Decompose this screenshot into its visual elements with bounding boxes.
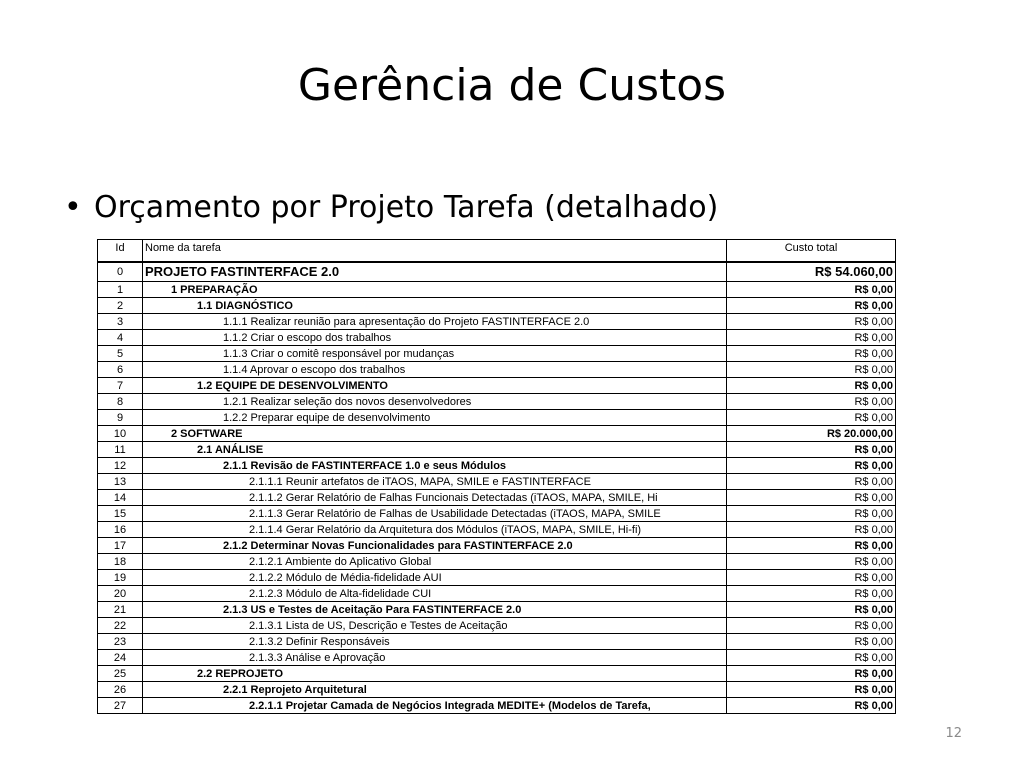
row-id: 3: [98, 314, 143, 330]
row-cost: R$ 0,00: [727, 330, 896, 346]
row-id: 20: [98, 586, 143, 602]
row-cost: R$ 0,00: [727, 666, 896, 682]
row-cost: R$ 0,00: [727, 538, 896, 554]
row-id: 7: [98, 378, 143, 394]
table-row: [98, 346, 896, 362]
header-name: Nome da tarefa: [143, 240, 727, 263]
row-id: 13: [98, 474, 143, 490]
row-task-name: 1.2.1 Realizar seleção dos novos desenvolvedores: [143, 394, 727, 410]
row-id: 14: [98, 490, 143, 506]
row-cost: R$ 0,00: [727, 410, 896, 426]
row-id: 1: [98, 282, 143, 298]
row-task-name: 1 PREPARAÇÃO: [143, 282, 727, 298]
row-task-name: 1.1.1 Realizar reunião para apresentação do Projeto FASTINTERFACE 2.0: [143, 314, 727, 330]
row-id: 16: [98, 522, 143, 538]
row-cost: R$ 0,00: [727, 314, 896, 330]
row-task-name: 2.1 ANÁLISE: [143, 442, 727, 458]
row-task-name: 2.1.1 Revisão de FASTINTERFACE 1.0 e seus Módulos: [143, 458, 727, 474]
row-task-name: 2.1.2.1 Ambiente do Aplicativo Global: [143, 554, 727, 570]
row-task-name: 2.1.3.3 Análise e Aprovação: [143, 650, 727, 666]
row-id: 6: [98, 362, 143, 378]
row-task-name: 1.2.2 Preparar equipe de desenvolvimento: [143, 410, 727, 426]
row-cost: R$ 0,00: [727, 442, 896, 458]
row-id: 23: [98, 634, 143, 650]
row-cost: R$ 0,00: [727, 698, 896, 714]
row-id: 26: [98, 682, 143, 698]
row-id: 27: [98, 698, 143, 714]
row-id: 19: [98, 570, 143, 586]
table-row: [98, 298, 896, 314]
table-row: [98, 442, 896, 458]
row-task-name: 2.1.3.1 Lista de US, Descrição e Testes de Aceitação: [143, 618, 727, 634]
row-task-name: 2.1.3.2 Definir Responsáveis: [143, 634, 727, 650]
table-row: [98, 506, 896, 522]
row-id: 2: [98, 298, 143, 314]
table-row: [98, 490, 896, 506]
row-cost: R$ 0,00: [727, 458, 896, 474]
row-task-name: 2 SOFTWARE: [143, 426, 727, 442]
row-id: 25: [98, 666, 143, 682]
row-cost: R$ 0,00: [727, 522, 896, 538]
row-id: 21: [98, 602, 143, 618]
row-task-name: 2.1.2.2 Módulo de Média-fidelidade AUI: [143, 570, 727, 586]
row-cost: R$ 0,00: [727, 490, 896, 506]
row-cost: R$ 0,00: [727, 650, 896, 666]
table-row: [98, 538, 896, 554]
row-cost: R$ 0,00: [727, 506, 896, 522]
table-row: [98, 666, 896, 682]
table-row: [98, 262, 896, 282]
row-task-name: 1.1.4 Aprovar o escopo dos trabalhos: [143, 362, 727, 378]
table-row: [98, 586, 896, 602]
row-id: 5: [98, 346, 143, 362]
table-row: [98, 282, 896, 298]
row-task-name: 1.1 DIAGNÓSTICO: [143, 298, 727, 314]
row-task-name: 1.1.3 Criar o comitê responsável por mudanças: [143, 346, 727, 362]
row-cost: R$ 0,00: [727, 362, 896, 378]
bullet-icon: •: [64, 190, 82, 225]
row-task-name: 2.1.3 US e Testes de Aceitação Para FASTINTERFACE 2.0: [143, 602, 727, 618]
row-task-name: 2.1.1.1 Reunir artefatos de iTAOS, MAPA, SMILE e FASTINTERFACE: [143, 474, 727, 490]
table-row: [98, 314, 896, 330]
table-row: [98, 698, 896, 714]
row-task-name: 1.2 EQUIPE DE DESENVOLVIMENTO: [143, 378, 727, 394]
row-task-name: 2.1.1.3 Gerar Relatório de Falhas de Usabilidade Detectadas (iTAOS, MAPA, SMILE: [143, 506, 727, 522]
row-cost: R$ 0,00: [727, 634, 896, 650]
row-task-name: 2.2.1 Reprojeto Arquitetural: [143, 682, 727, 698]
row-task-name: 2.2.1.1 Projetar Camada de Negócios Integrada MEDITE+ (Modelos de Tarefa,: [143, 698, 727, 714]
row-cost: R$ 0,00: [727, 554, 896, 570]
row-id: 18: [98, 554, 143, 570]
table-row: [98, 554, 896, 570]
row-cost: R$ 0,00: [727, 474, 896, 490]
row-id: 4: [98, 330, 143, 346]
page-number: 12: [945, 726, 962, 741]
row-id: 8: [98, 394, 143, 410]
row-cost: R$ 0,00: [727, 682, 896, 698]
header-cost: Custo total: [727, 240, 896, 263]
row-task-name: 2.1.2.3 Módulo de Alta-fidelidade CUI: [143, 586, 727, 602]
row-task-name: 1.1.2 Criar o escopo dos trabalhos: [143, 330, 727, 346]
row-cost: R$ 0,00: [727, 618, 896, 634]
header-id: Id: [98, 240, 143, 263]
row-task-name: 2.1.1.2 Gerar Relatório de Falhas Funcionais Detectadas (iTAOS, MAPA, SMILE, Hi: [143, 490, 727, 506]
table-row: [98, 634, 896, 650]
slide-title: Gerência de Custos: [297, 60, 727, 111]
table-row: [98, 650, 896, 666]
table-row: [98, 378, 896, 394]
row-cost: R$ 0,00: [727, 602, 896, 618]
row-id: 22: [98, 618, 143, 634]
row-cost: R$ 0,00: [727, 346, 896, 362]
table-row: [98, 474, 896, 490]
bullet-text: Orçamento por Projeto Tarefa (detalhado): [94, 190, 719, 225]
bullet-item: [64, 190, 718, 225]
table-row: [98, 330, 896, 346]
table-row: [98, 458, 896, 474]
row-id: 11: [98, 442, 143, 458]
table-row: [98, 618, 896, 634]
row-task-name: 2.1.1.4 Gerar Relatório da Arquitetura dos Módulos (iTAOS, MAPA, SMILE, Hi-fi): [143, 522, 727, 538]
row-cost: R$ 0,00: [727, 394, 896, 410]
row-id: 12: [98, 458, 143, 474]
row-cost: R$ 0,00: [727, 298, 896, 314]
table-row: [98, 522, 896, 538]
row-cost: R$ 0,00: [727, 282, 896, 298]
table-row: [98, 682, 896, 698]
row-cost: R$ 54.060,00: [727, 262, 896, 282]
cost-table: [97, 239, 896, 714]
row-id: 10: [98, 426, 143, 442]
table-row: [98, 570, 896, 586]
table-row: [98, 426, 896, 442]
row-task-name: 2.1.2 Determinar Novas Funcionalidades para FASTINTERFACE 2.0: [143, 538, 727, 554]
row-task-name: 2.2 REPROJETO: [143, 666, 727, 682]
table-row: [98, 394, 896, 410]
row-id: 17: [98, 538, 143, 554]
table-row: [98, 362, 896, 378]
row-cost: R$ 0,00: [727, 586, 896, 602]
row-id: 9: [98, 410, 143, 426]
row-id: 0: [98, 262, 143, 282]
row-task-name: PROJETO FASTINTERFACE 2.0: [143, 262, 727, 282]
table-row: [98, 602, 896, 618]
row-cost: R$ 0,00: [727, 378, 896, 394]
row-cost: R$ 0,00: [727, 570, 896, 586]
row-cost: R$ 20.000,00: [727, 426, 896, 442]
row-id: 24: [98, 650, 143, 666]
table-header-row: [98, 240, 896, 263]
table-row: [98, 410, 896, 426]
row-id: 15: [98, 506, 143, 522]
